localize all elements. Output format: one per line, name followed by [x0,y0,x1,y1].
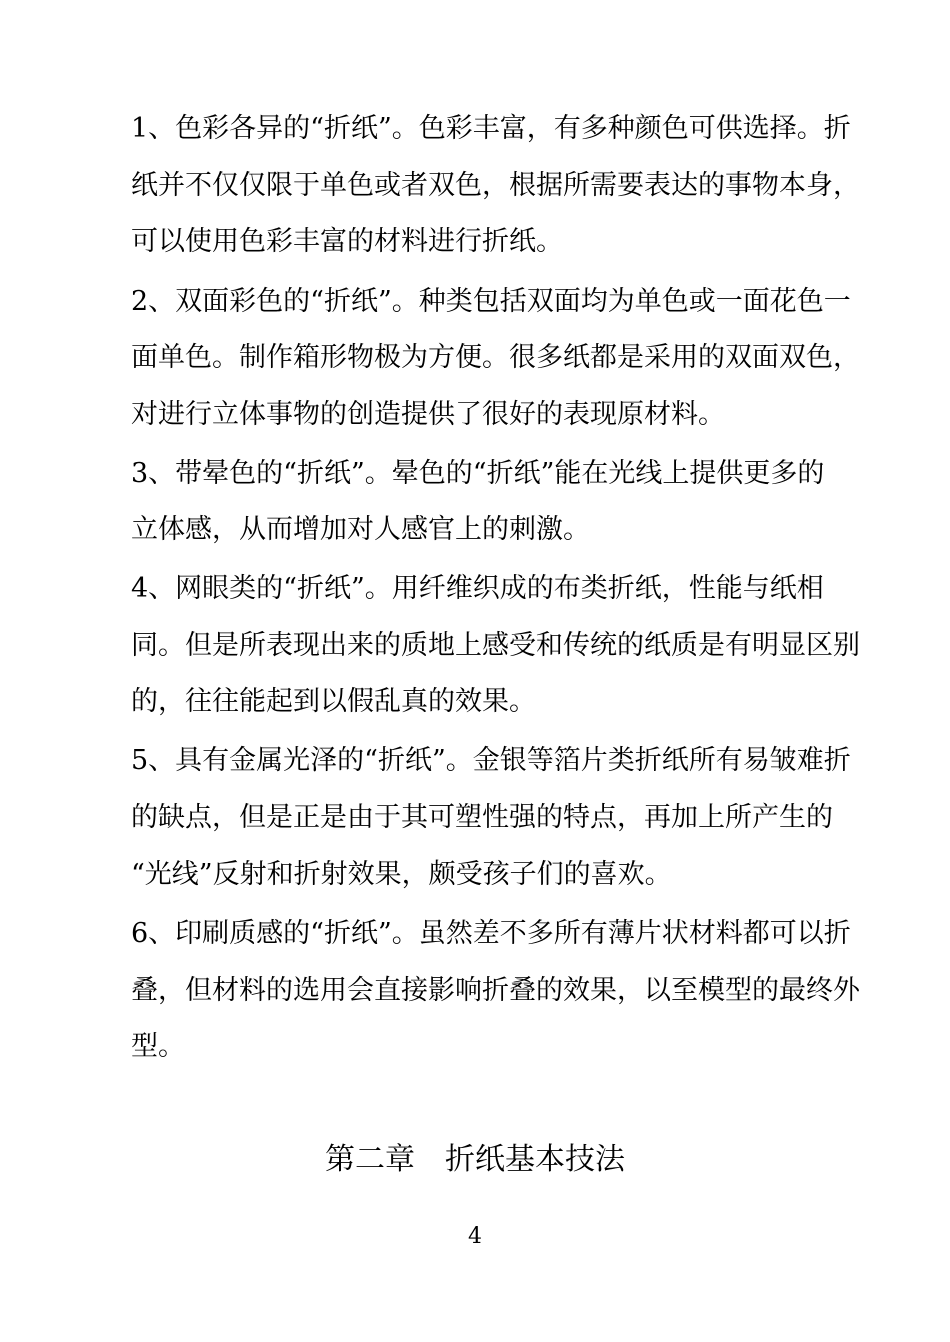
paragraph-line: 立体感，从而增加对人感官上的刺激。 [131,514,590,545]
paragraph-line: 对进行立体事物的创造提供了很好的表现原材料。 [131,399,725,430]
paragraph-line: 2、双面彩色的“折纸”。种类包括双面均为单色或一面花色一 [131,286,851,317]
paragraph-line: 纸并不仅仅限于单色或者双色，根据所需要表达的事物本身， [131,170,860,201]
paragraph-line: 的缺点，但是正是由于其可塑性强的特点，再加上所产生的 [131,802,833,833]
paragraph-line: 同。但是所表现出来的质地上感受和传统的纸质是有明显区别 [131,630,860,661]
paragraph-line: 5、具有金属光泽的“折纸”。金银等箔片类折纸所有易皱难折 [131,745,851,776]
paragraph-line: 型。 [131,1031,185,1062]
paragraph-line: 的，往往能起到以假乱真的效果。 [131,686,536,717]
paragraph-line: 6、印刷质感的“折纸”。虽然差不多所有薄片状材料都可以折 [131,918,851,949]
paragraph-line: “光线”反射和折射效果，颇受孩子们的喜欢。 [131,859,672,890]
paragraph-line: 3、带晕色的“折纸”。晕色的“折纸”能在光线上提供更多的 [131,458,825,489]
paragraph-line: 4、网眼类的“折纸”。用纤维织成的布类折纸，性能与纸相 [131,573,824,604]
paragraph-line: 1、色彩各异的“折纸”。色彩丰富，有多种颜色可供选择。折 [131,113,851,144]
paragraph-line: 面单色。制作箱形物极为方便。很多纸都是采用的双面双色， [131,342,860,373]
paragraph-line: 可以使用色彩丰富的材料进行折纸。 [131,226,563,257]
chapter-title: 第二章 折纸基本技法 [325,1142,625,1177]
paragraph-line: 叠，但材料的选用会直接影响折叠的效果，以至模型的最终外 [131,975,860,1006]
page-number: 4 [468,1224,482,1249]
